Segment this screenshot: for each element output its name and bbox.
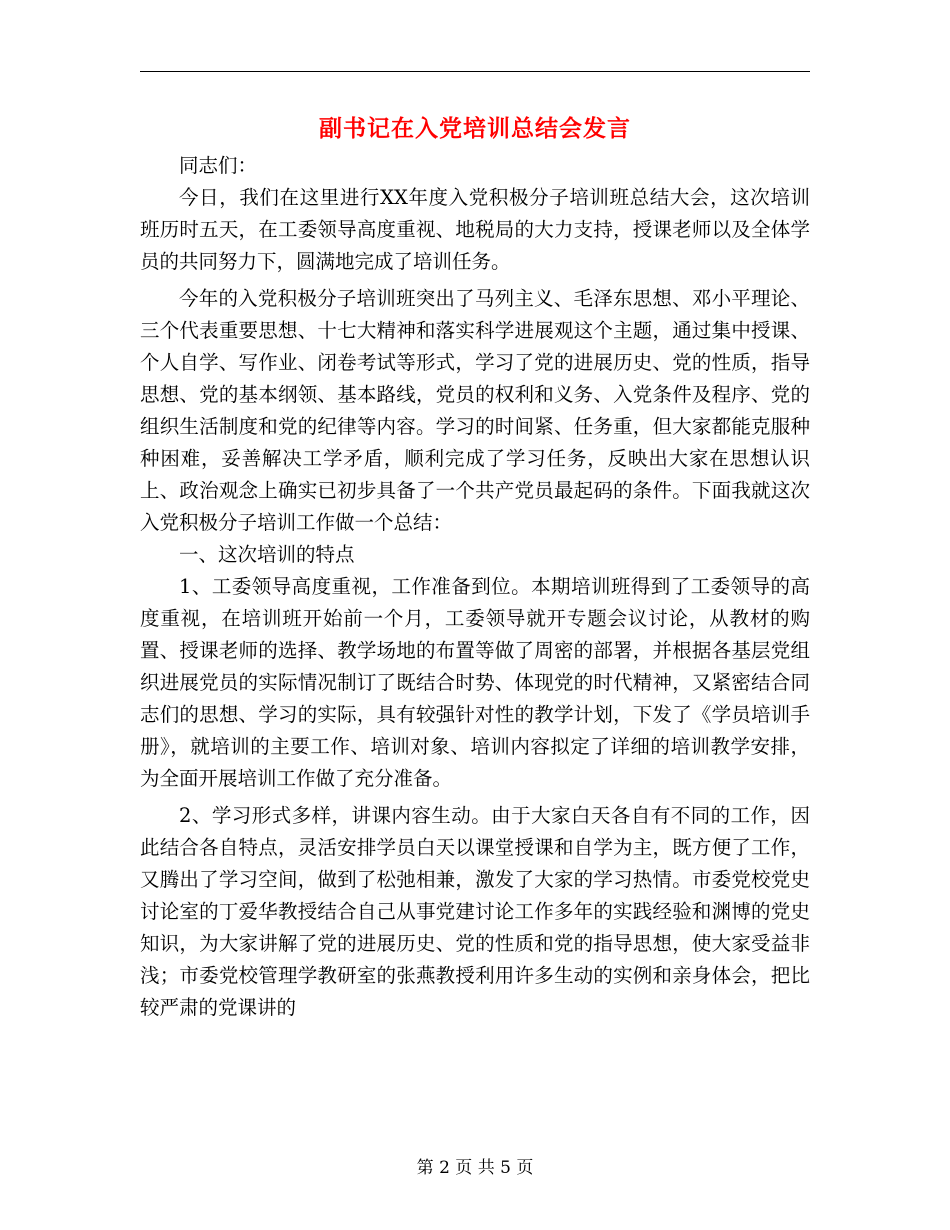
paragraph-point-1: 1、工委领导高度重视，工作准备到位。本期培训班得到了工委领导的高度重视，在培训班开始前一个月，工委领导就开专题会议讨论，从教材的购置、授课老师的选择、教学场地的布置等做了周密的部署，并根据各基层党组织进展党员的实际情况制订了既结合时势、体现党的时代精神，又紧密结合同志们的思想、学习的实际，具有较强针对性的教学计划，下发了《学员培训手册》，就培训的主要工作、培训对象、培训内容拟定了详细的培训教学安排，为全面开展培训工作做了充分准备。 — [140, 575, 810, 790]
document-title: 副书记在入党培训总结会发言 — [319, 115, 631, 142]
header-rule — [140, 71, 810, 72]
paragraph-salutation: 同志们： — [179, 154, 258, 177]
document-body — [140, 150, 810, 1024]
page-number: 第 2 页 共 5 页 — [416, 1158, 534, 1178]
paragraph-point-2: 2、学习形式多样，讲课内容生动。由于大家白天各自有不同的工作，因此结合各自特点，灵活安排学员白天以课堂授课和自学为主，既方便了工作，又腾出了学习空间，做到了松弛相兼，激发了大家的学习热情。市委党校党史讨论室的丁爱华教授结合自己从事党建讨论工作多年的实践经验和渊博的党史知识，为大家讲解了党的进展历史、党的性质和党的指导思想，使大家受益非浅；市委党校管理学教研室的张燕教授利用许多生动的实例和亲身体会，把比较严肃的党课讲的 — [140, 804, 810, 1019]
paragraph-summary: 今年的入党积极分子培训班突出了马列主义、毛泽东思想、邓小平理论、三个代表重要思想、十七大精神和落实科学进展观这个主题，通过集中授课、个人自学、写作业、闭卷考试等形式，学习了党的进展历史、党的性质，指导思想、党的基本纲领、基本路线，党员的权利和义务、入党条件及程序、党的组织生活制度和党的纪律等内容。学习的时间紧、任务重，但大家都能克服种种困难，妥善解决工学矛盾，顺利完成了学习任务，反映出大家在思想认识上、政治观念上确实已初步具备了一个共产党员最起码的条件。下面我就这次入党积极分子培训工作做一个总结： — [140, 287, 810, 534]
paragraph-intro: 今日，我们在这里进行XX年度入党积极分子培训班总结大会，这次培训班历时五天，在工委领导高度重视、地税局的大力支持，授课老师以及全体学员的共同努力下，圆满地完成了培训任务。 — [140, 186, 810, 273]
section-heading-features: 一、这次培训的特点 — [179, 543, 355, 566]
